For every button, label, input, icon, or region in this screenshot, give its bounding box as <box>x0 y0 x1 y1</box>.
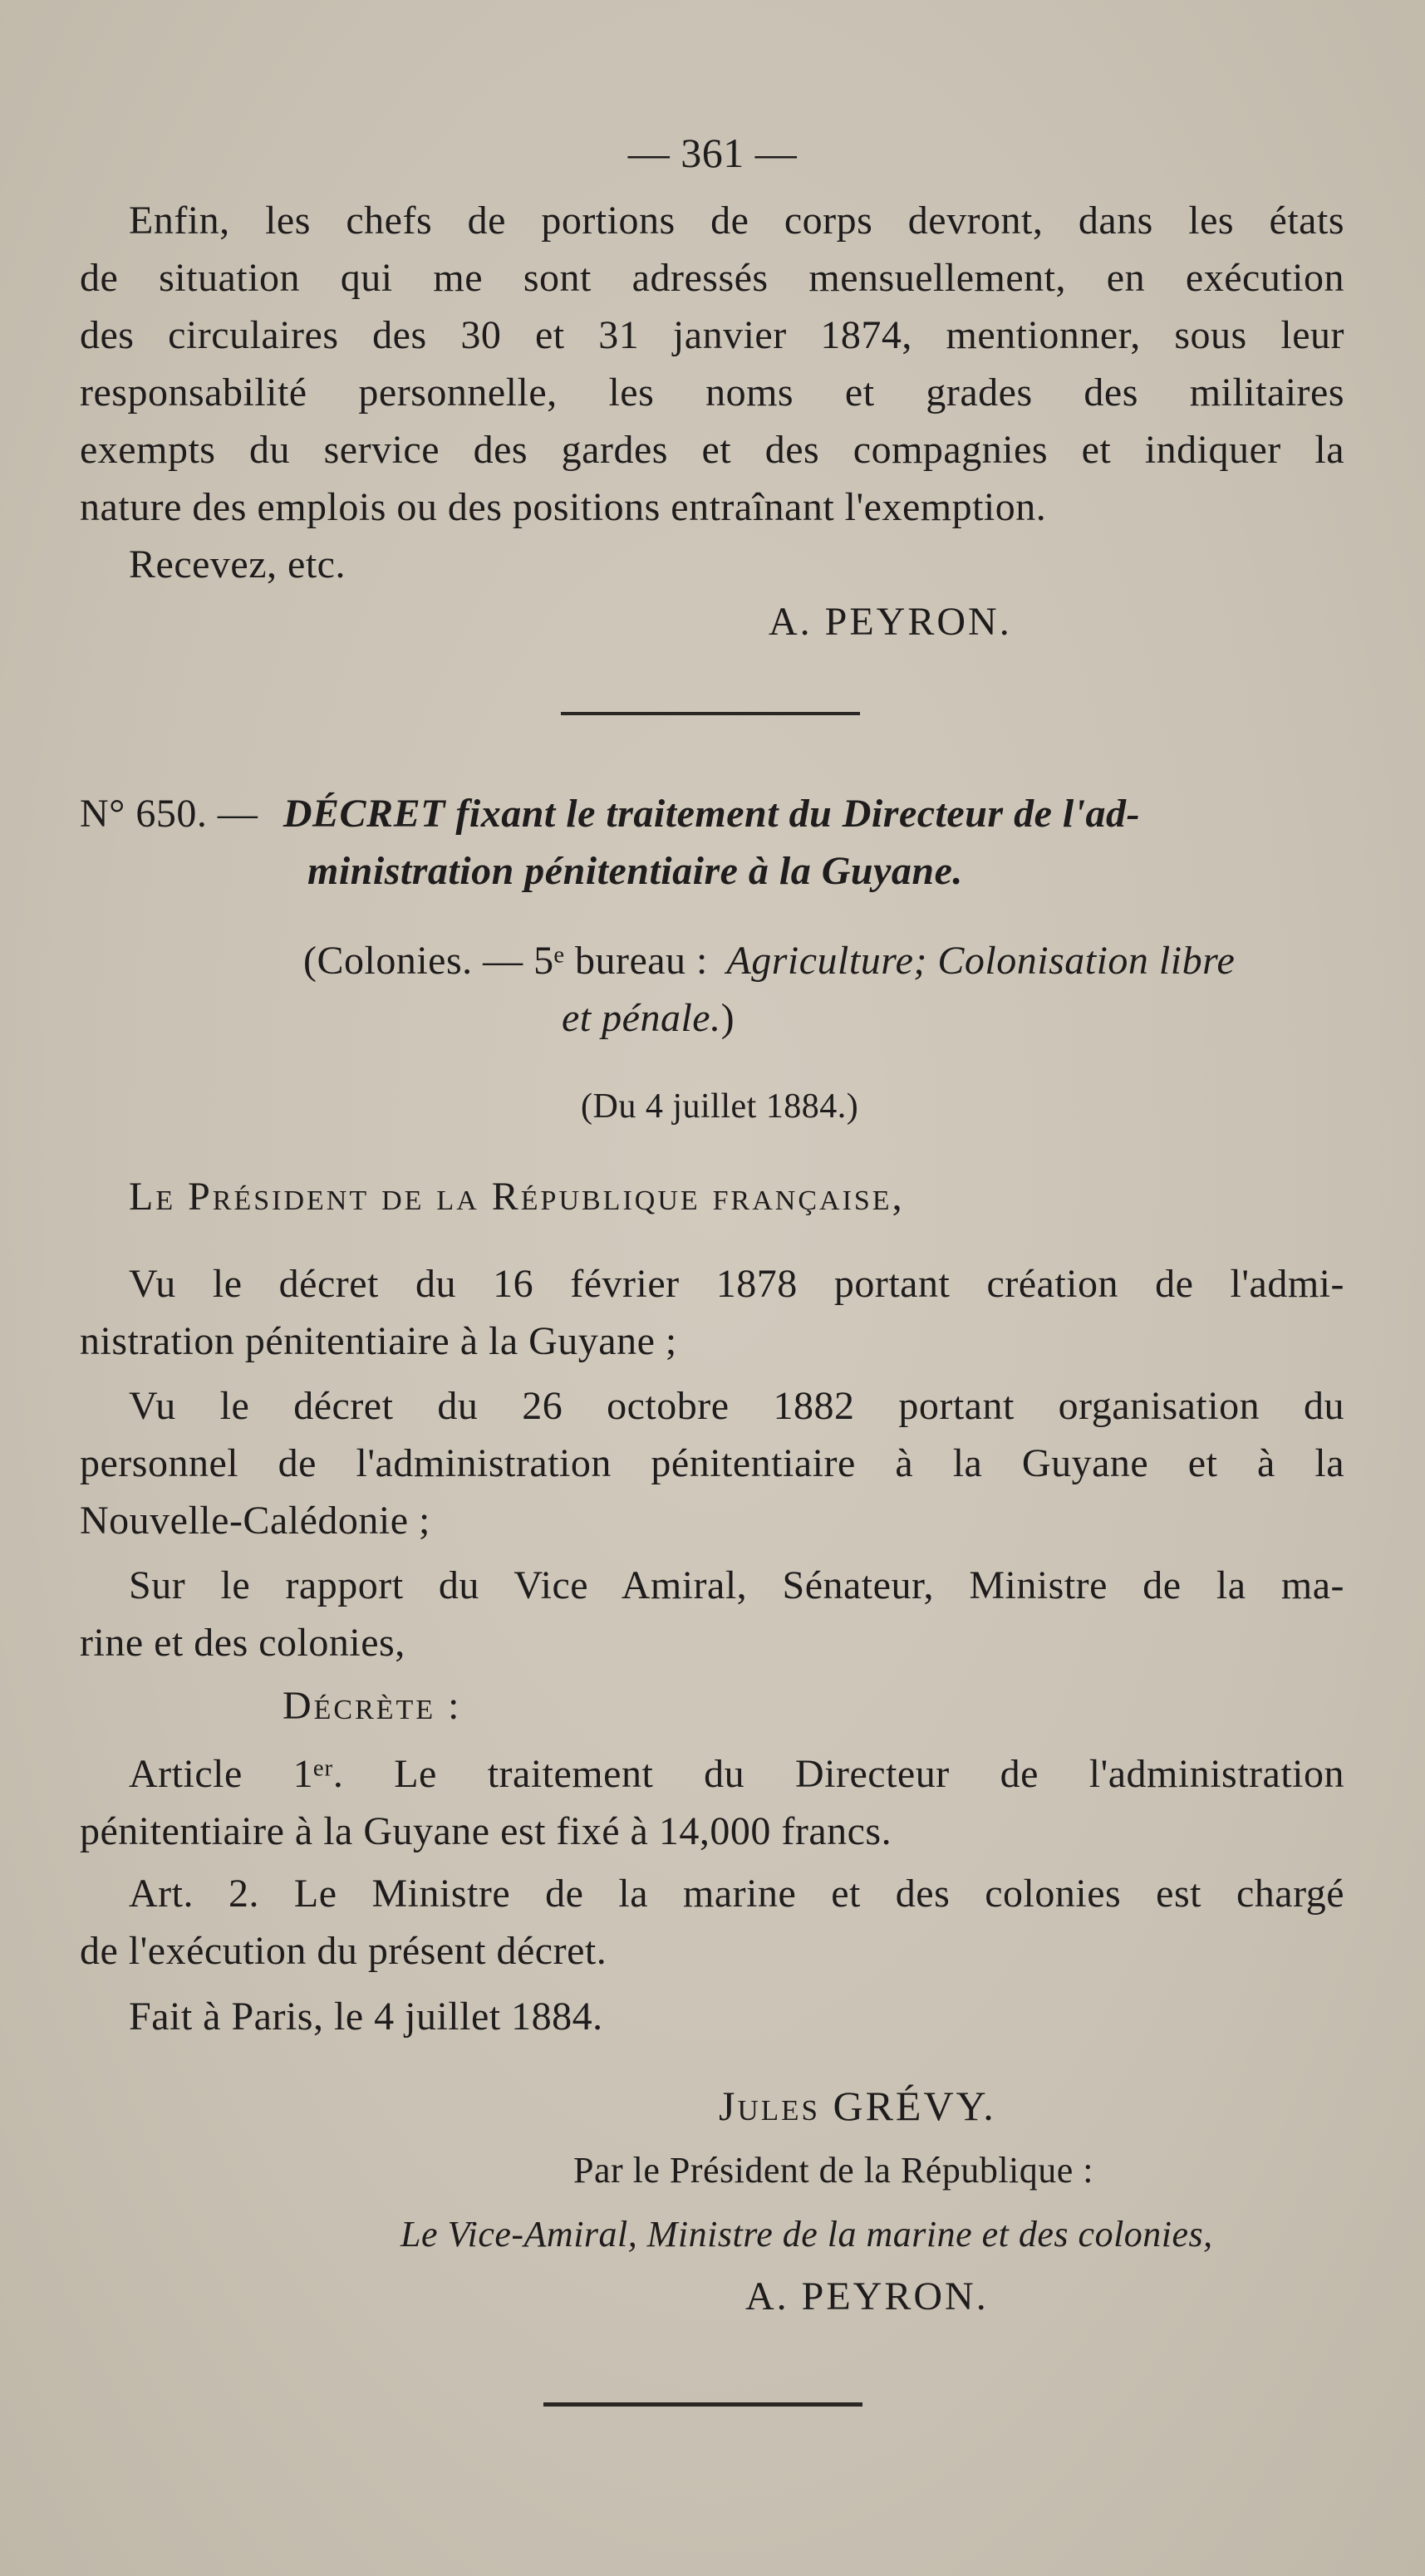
decree-source-category: Agriculture; Colonisation libre <box>726 939 1236 983</box>
article-line: Article 1ᵉʳ. Le traitement du Directeur de l'administration <box>129 1752 1344 1796</box>
par-le-president: Par le Président de la République : <box>573 2150 1094 2191</box>
decree-number: N° 650. — <box>80 792 258 836</box>
decree-source-continued <box>562 989 735 1047</box>
circular-line: Enfin, les chefs de portions de corps devront, dans les états <box>129 199 1344 243</box>
vu-clause-line: Vu le décret du 26 octobre 1882 portant organisation du <box>129 1384 1344 1428</box>
vu-clause-line: personnel de l'administration pénitentiaire à la Guyane et à la <box>80 1441 1344 1485</box>
decree-source-close: ) <box>720 996 735 1040</box>
page-number: — 361 — <box>627 130 798 176</box>
decree-title-continued: ministration pénitentiaire à la Guyane. <box>307 849 963 893</box>
decree-title-line <box>80 785 1140 842</box>
circular-signature: A. PEYRON. <box>769 600 1012 644</box>
circular-line: de situation qui me sont adressés mensuellement, en exécution <box>80 256 1344 300</box>
countersign-name: A. PEYRON. <box>745 2274 989 2318</box>
circular-closing: Recevez, etc. <box>129 542 346 586</box>
president-heading: Le Président de la République française, <box>129 1175 905 1219</box>
vu-clause-line: Vu le décret du 16 février 1878 portant création de l'admi- <box>129 1262 1344 1306</box>
article-line: pénitentiaire à la Guyane est fixé à 14,000 francs. <box>80 1809 892 1853</box>
circular-line: exempts du service des gardes et des compagnies et indiquer la <box>80 428 1344 472</box>
decree-source <box>303 932 1235 989</box>
bottom-divider <box>543 2402 862 2407</box>
vu-clause-line: Nouvelle-Calédonie ; <box>80 1499 430 1543</box>
circular-line: des circulaires des 30 et 31 janvier 1874, mentionner, sous leur <box>80 313 1344 357</box>
circular-line: nature des emplois ou des positions entraînant l'exemption. <box>80 485 1047 529</box>
decree-title: DÉCRET fixant le traitement du Directeur de l'ad- <box>283 792 1141 836</box>
decree-date: (Du 4 juillet 1884.) <box>581 1087 859 1126</box>
countersign-title: Le Vice-Amiral, Ministre de la marine et des colonies, <box>400 2214 1213 2255</box>
decrete-heading: Décrète : <box>283 1684 462 1728</box>
article-line: de l'exécution du présent décret. <box>80 1929 607 1973</box>
decree-source-category-end: et pénale. <box>562 996 721 1040</box>
rapport-line: rine et des colonies, <box>80 1621 405 1665</box>
section-divider <box>561 712 860 715</box>
article-line: Art. 2. Le Ministre de la marine et des colonies est chargé <box>129 1872 1344 1916</box>
rapport-line: Sur le rapport du Vice Amiral, Sénateur, Ministre de la ma- <box>129 1563 1344 1607</box>
fait-line: Fait à Paris, le 4 juillet 1884. <box>129 1995 603 2039</box>
decree-source-prefix: (Colonies. — 5ᵉ bureau : <box>303 939 708 983</box>
president-signature: Jules GRÉVY. <box>719 2083 996 2129</box>
vu-clause-line: nistration pénitentiaire à la Guyane ; <box>80 1319 677 1363</box>
circular-line: responsabilité personnelle, les noms et grades des militaires <box>80 370 1344 415</box>
